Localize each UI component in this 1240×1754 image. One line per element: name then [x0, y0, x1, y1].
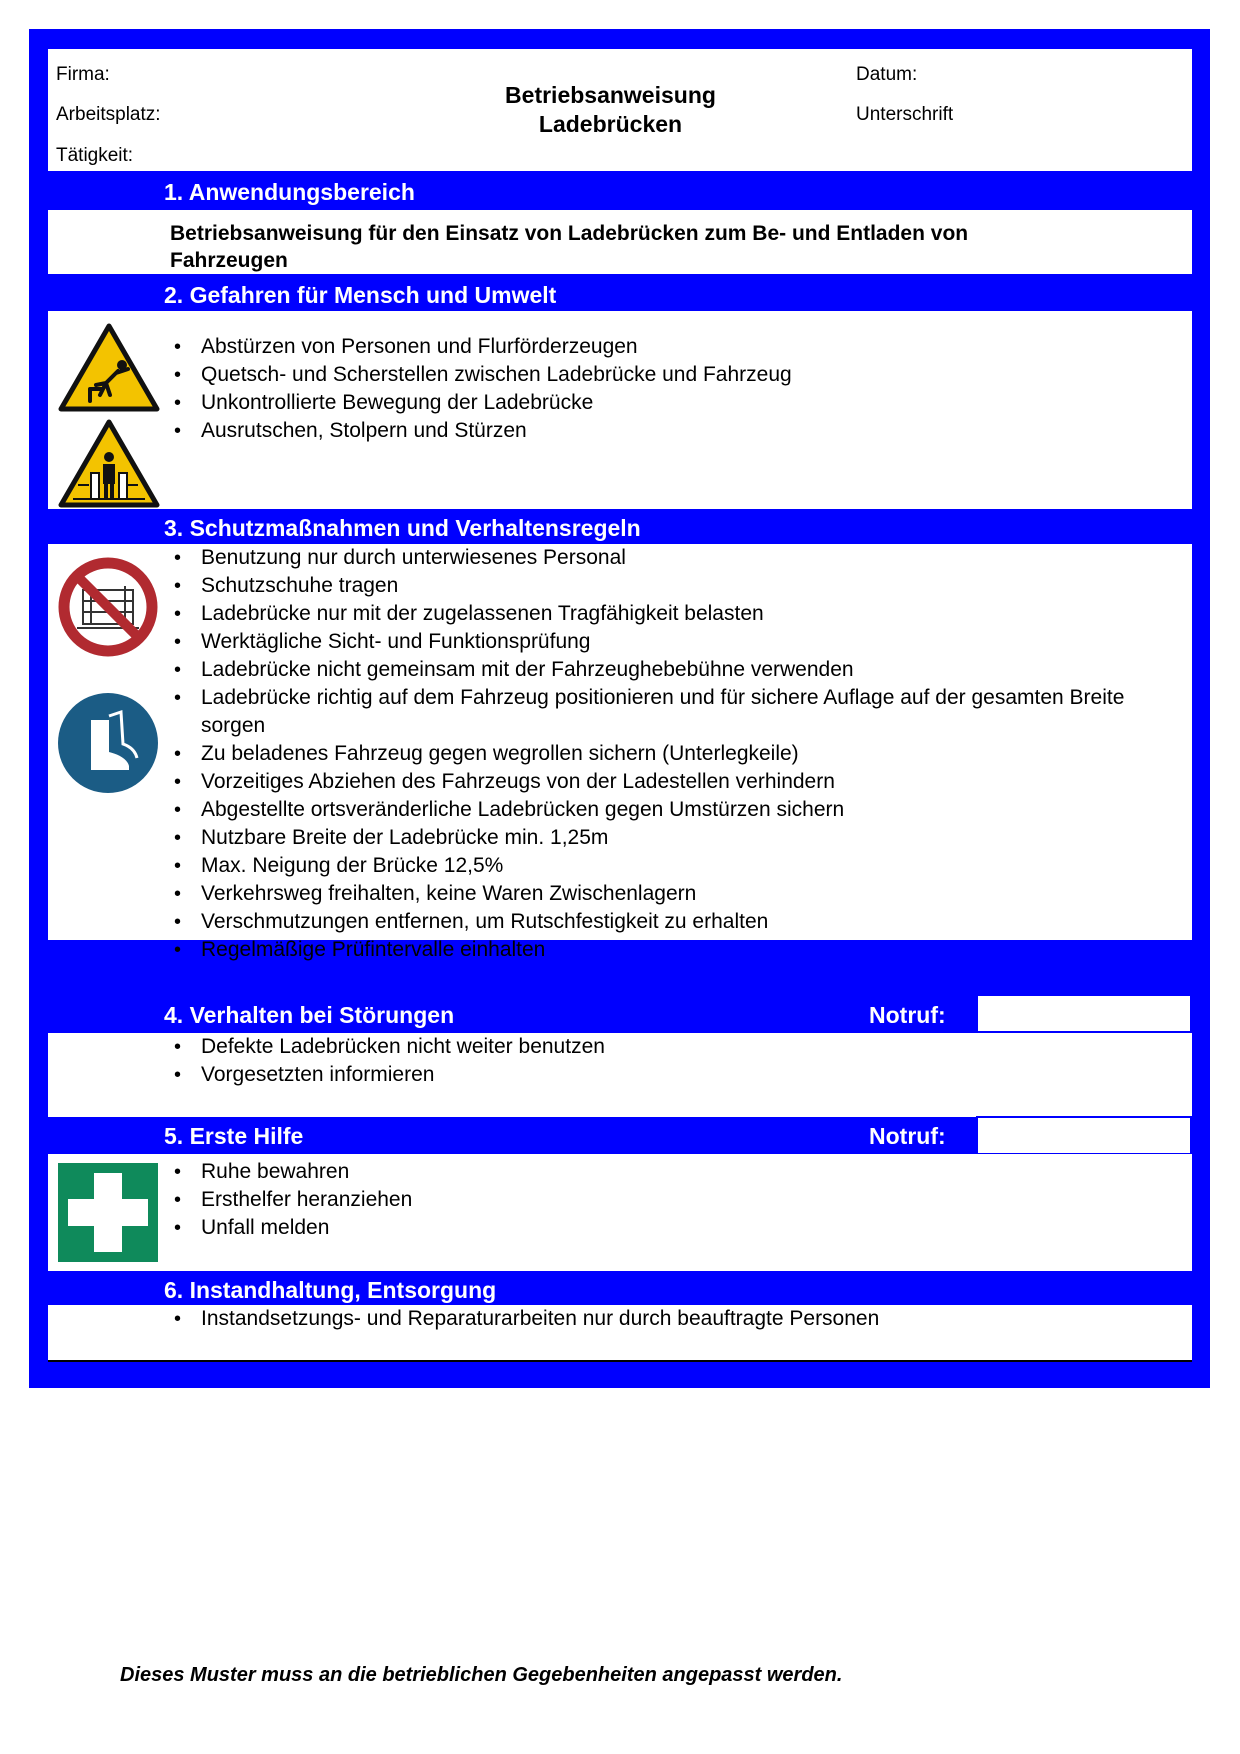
- fall-hazard-warning-icon: [58, 323, 160, 413]
- safety-boots-mandatory-icon: [57, 692, 159, 794]
- section-5-notruf-label: Notruf:: [869, 1123, 946, 1149]
- section-3-title: 3. Schutzmaßnahmen und Verhaltensregeln: [164, 515, 641, 541]
- section-5-panel: [48, 1154, 1192, 1271]
- list-item: • Abstürzen von Personen und Flurförderzeugen: [171, 333, 1172, 361]
- section-2-title: 2. Gefahren für Mensch und Umwelt: [164, 282, 557, 308]
- title-line-1: Betriebsanweisung: [505, 82, 716, 108]
- list-item: • Regelmäßige Prüfintervalle einhalten: [171, 936, 1172, 964]
- section-1-title: 1. Anwendungsbereich: [164, 179, 415, 205]
- list-item: • Defekte Ladebrücken nicht weiter benutzen: [171, 1033, 1172, 1061]
- page-title: [448, 81, 773, 139]
- hazards-list: [171, 333, 1172, 445]
- list-item: • Quetsch- und Scherstellen zwischen Ladebrücke und Fahrzeug: [171, 361, 1172, 389]
- section-5-notruf-field[interactable]: [976, 1116, 1192, 1155]
- section-4-notruf-label: Notruf:: [869, 1002, 946, 1028]
- section-4-notruf-field[interactable]: [976, 994, 1192, 1033]
- list-item: • Ausrutschen, Stolpern und Stürzen: [171, 417, 1172, 445]
- activity-label: Tätigkeit:: [56, 145, 134, 166]
- template-disclaimer: Dieses Muster muss an die betrieblichen Gegebenheiten angepasst werden.: [120, 1664, 843, 1686]
- list-item: • Verschmutzungen entfernen, um Rutschfestigkeit zu erhalten: [171, 908, 1172, 936]
- date-label: Datum:: [856, 64, 918, 85]
- section-2-panel: [48, 311, 1192, 509]
- section-1-panel: [48, 210, 1192, 274]
- list-item: • Ladebrücke richtig auf dem Fahrzeug positionieren und für sichere Auflage auf der gesamten Breite sorgen: [171, 684, 1172, 740]
- list-item: • Zu beladenes Fahrzeug gegen wegrollen sichern (Unterlegkeile): [171, 740, 1172, 768]
- protective-measures-list: [171, 544, 1172, 964]
- list-item: • Unkontrollierte Bewegung der Ladebrücke: [171, 389, 1172, 417]
- list-item: • Ladebrücke nicht gemeinsam mit der Fahrzeughebebühne verwenden: [171, 656, 1172, 684]
- title-line-2: Ladebrücken: [538, 111, 683, 137]
- list-item: • Max. Neigung der Brücke 12,5%: [171, 852, 1172, 880]
- list-item: • Verkehrsweg freihalten, keine Waren Zwischenlagern: [171, 880, 1172, 908]
- list-item: • Ersthelfer heranziehen: [171, 1186, 1172, 1214]
- section-5-title: 5. Erste Hilfe: [164, 1123, 304, 1149]
- list-item: • Unfall melden: [171, 1214, 1172, 1242]
- section-3-panel: [48, 544, 1192, 961]
- section-4-title: 4. Verhalten bei Störungen: [164, 1002, 455, 1028]
- section-6-panel: [48, 1305, 1192, 1362]
- no-storage-prohibition-icon: [57, 556, 159, 658]
- header-panel: [48, 49, 1192, 171]
- scope-text: Betriebsanweisung für den Einsatz von Ladebrücken zum Be- und Entladen von Fahrzeugen: [170, 222, 969, 272]
- workplace-label: Arbeitsplatz:: [56, 104, 161, 125]
- list-item: • Vorzeitiges Abziehen des Fahrzeugs von der Ladestellen verhindern: [171, 768, 1172, 796]
- list-item: • Schutzschuhe tragen: [171, 572, 1172, 600]
- maintenance-list: [171, 1305, 1172, 1333]
- list-item: • Ruhe bewahren: [171, 1158, 1172, 1186]
- signature-label: Unterschrift: [856, 104, 954, 125]
- list-item: • Abgestellte ortsveränderliche Ladebrücken gegen Umstürzen sichern: [171, 796, 1172, 824]
- list-item: • Nutzbare Breite der Ladebrücke min. 1,25m: [171, 824, 1172, 852]
- section-6-title: 6. Instandhaltung, Entsorgung: [164, 1277, 497, 1303]
- list-item: • Vorgesetzten informieren: [171, 1061, 1172, 1089]
- list-item: • Werktägliche Sicht- und Funktionsprüfung: [171, 628, 1172, 656]
- list-item: • Instandsetzungs- und Reparaturarbeiten nur durch beauftragte Personen: [171, 1305, 1172, 1333]
- list-item: • Benutzung nur durch unterwiesenes Personal: [171, 544, 1172, 572]
- first-aid-list: [171, 1158, 1172, 1242]
- document-frame: [29, 29, 1210, 1388]
- company-label: Firma:: [56, 64, 110, 85]
- malfunction-list: [171, 1033, 1172, 1089]
- first-aid-icon: [58, 1163, 158, 1262]
- crushing-hazard-warning-icon: [58, 419, 160, 509]
- list-item: • Ladebrücke nur mit der zugelassenen Tragfähigkeit belasten: [171, 600, 1172, 628]
- section-4-panel: [48, 1033, 1192, 1117]
